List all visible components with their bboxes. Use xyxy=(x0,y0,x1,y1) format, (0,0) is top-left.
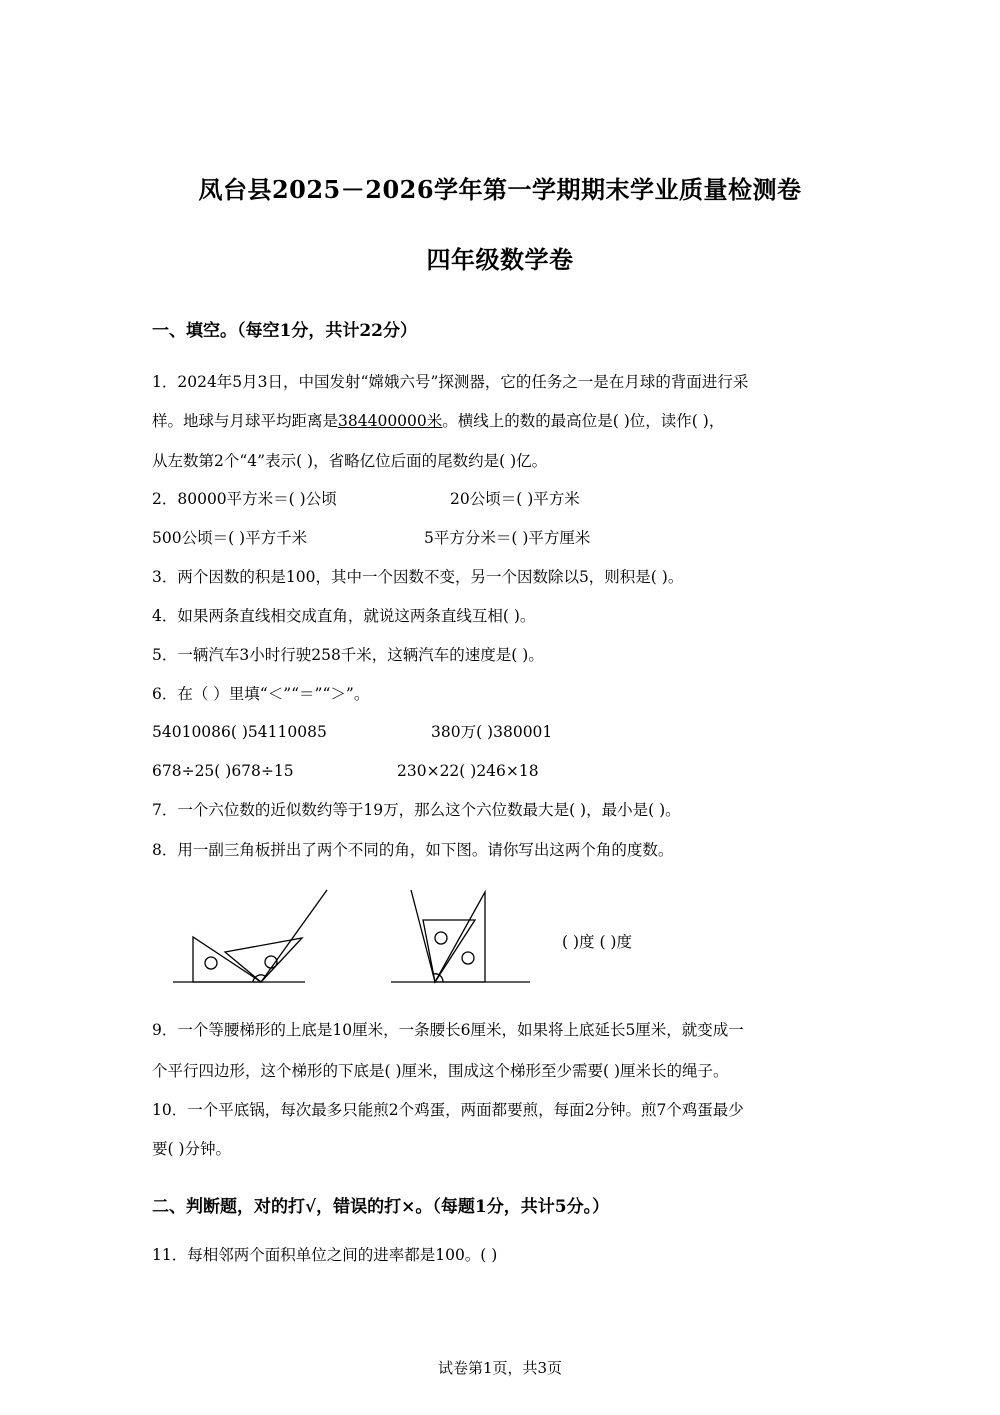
q6-row2 xyxy=(152,761,539,781)
q1-line3: 从左数第2个“4”表示( )，省略亿位后面的尾数约是( )亿。 xyxy=(152,452,548,470)
q2-row1 xyxy=(152,489,580,509)
q2-b: 20公顷＝( )平方米 xyxy=(450,490,580,508)
exam-title: 凤台县2025－2026学年第一学期期末学业质量检测卷 xyxy=(198,175,802,204)
q6-c: 678÷25( )678÷15 xyxy=(152,762,294,780)
q3: 3．两个因数的积是100，其中一个因数不变，另一个因数除以5，则积是( )。 xyxy=(152,568,684,586)
fig2-triangle-left xyxy=(423,920,475,982)
section-2-heading: 二、判断题，对的打√，错误的打×。（每题1分，共计5分。） xyxy=(152,1197,610,1217)
exam-subtitle: 四年级数学卷 xyxy=(426,245,574,274)
q1-line2-post: 。横线上的数的最高位是( )位，读作( )， xyxy=(442,412,725,430)
q10-line1: 10．一个平底锅，每次最多只能煎2个鸡蛋，两面都要煎，每面2分钟。煎7个鸡蛋最少 xyxy=(152,1101,744,1119)
fig1-triangle-left xyxy=(193,937,261,982)
q6-row1 xyxy=(152,722,553,742)
fig2-ray xyxy=(411,890,435,982)
q1-line1: 1．2024年5月3日，中国发射“嫦娥六号”探测器，它的任务之一是在月球的背面进行采 xyxy=(152,373,749,391)
q1-line2-pre: 样。地球与月球平均距离是 xyxy=(152,412,339,430)
q11: 11．每相邻两个面积单位之间的进率都是100。( ) xyxy=(152,1246,498,1264)
q6-d: 230×22( )246×18 xyxy=(397,762,539,780)
q8-answer-blanks: ( )度 ( )度 xyxy=(562,933,632,951)
q8-triangle-figure xyxy=(165,880,545,995)
q2-a: 2．80000平方米＝( )公顷 xyxy=(152,490,337,508)
q6-stem: 6．在（ ）里填“＜”“＝”“＞”。 xyxy=(152,685,370,703)
q1-line2 xyxy=(152,411,724,431)
section-1-heading: 一、填空。（每空1分，共计22分） xyxy=(152,321,417,341)
page-footer: 试卷第1页，共3页 xyxy=(437,1359,563,1377)
fig1-hole-left xyxy=(205,957,217,969)
fig2-triangle-right xyxy=(435,892,485,982)
q7: 7．一个六位数的近似数约等于19万，那么这个六位数最大是( )，最小是( )。 xyxy=(152,801,681,819)
q5: 5．一辆汽车3小时行驶258千米，这辆汽车的速度是( )。 xyxy=(152,646,544,664)
q1-underlined-distance: 384400000米 xyxy=(338,412,443,430)
q2-c: 500公顷＝( )平方千米 xyxy=(152,529,308,547)
q2-row2 xyxy=(152,528,591,548)
q8-stem: 8．用一副三角板拼出了两个不同的角，如下图。请你写出这两个角的度数。 xyxy=(152,841,674,859)
q9-line2: 个平行四边形，这个梯形的下底是( )厘米，围成这个梯形至少需要( )厘米长的绳子。 xyxy=(152,1062,729,1080)
q9-line1: 9．一个等腰梯形的上底是10厘米，一条腰长6厘米，如果将上底延长5厘米，就变成一 xyxy=(152,1021,744,1039)
fig2-hole-left xyxy=(435,932,447,944)
q6-a: 54010086( )54110085 xyxy=(152,723,327,741)
q10-line2: 要( )分钟。 xyxy=(152,1140,232,1158)
fig2-hole-right xyxy=(462,952,474,964)
q6-b: 380万( )380001 xyxy=(431,723,553,741)
q2-d: 5平方分米＝( )平方厘米 xyxy=(424,529,591,547)
q4: 4．如果两条直线相交成直角，就说这两条直线互相( )。 xyxy=(152,607,536,625)
